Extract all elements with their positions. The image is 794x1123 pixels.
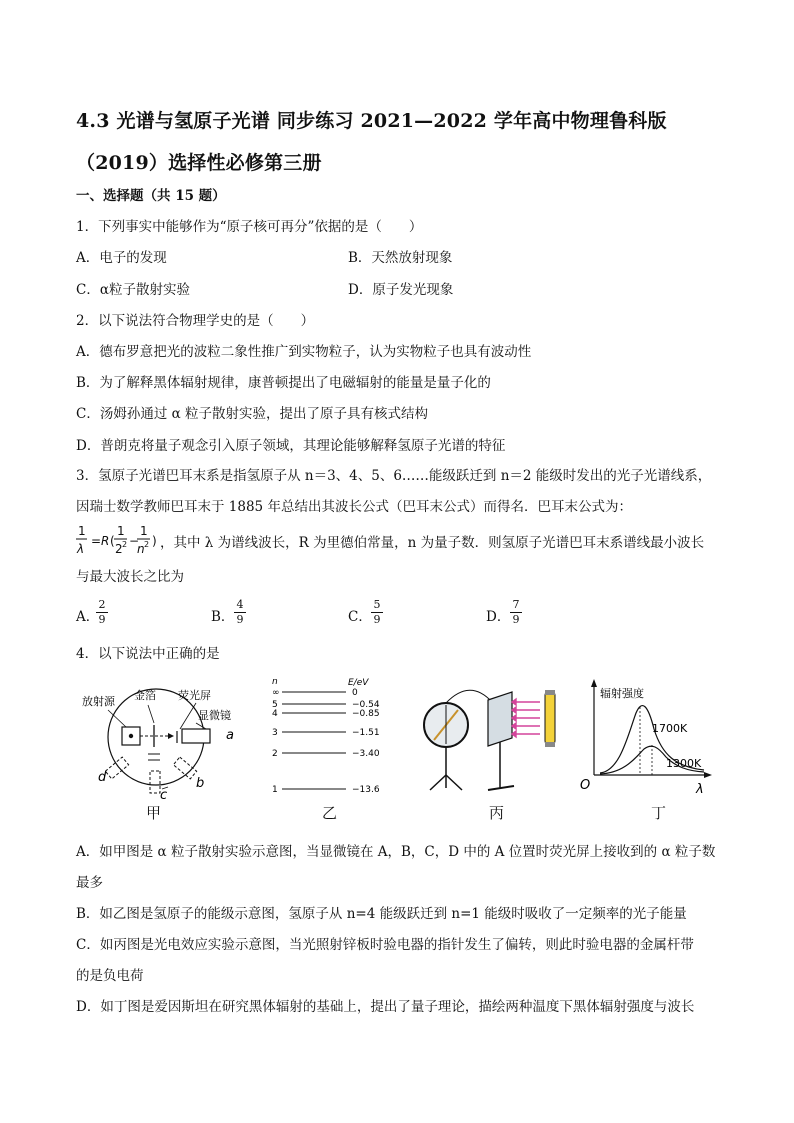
label-microscope: 显微镜 <box>198 709 231 722</box>
fraction-denominator: 9 <box>236 613 244 626</box>
balmer-formula <box>74 522 164 564</box>
energy-level-value: −0.85 <box>352 709 380 719</box>
fraction-denominator: 9 <box>98 613 106 626</box>
q3-option-b-label: B． <box>211 609 235 625</box>
svg-text:=: = <box>91 534 102 548</box>
label-c: c <box>160 788 168 803</box>
svg-text:−: − <box>129 534 140 548</box>
fraction-numerator: 2 <box>98 598 106 611</box>
energy-level-value: 0 <box>352 688 358 698</box>
q4-option-c-line1: C．如丙图是光电效应实验示意图，当光照射锌板时验电器的指针发生了偏转，则此时验电器的金属杆带 <box>76 937 694 953</box>
energy-level-value: −13.6 <box>352 785 380 795</box>
svg-text:2: 2 <box>115 542 123 556</box>
q2-option-c: C．汤姆孙通过 α 粒子散射实验，提出了原子具有核式结构 <box>76 406 429 422</box>
fraction-numerator: 5 <box>373 598 381 611</box>
energy-level-diagram <box>268 675 393 800</box>
energy-level-value: −0.54 <box>352 700 380 710</box>
blackbody-radiation-chart <box>580 675 715 800</box>
q2-option-b: B．为了解释黑体辐射规律，康普顿提出了电磁辐射的能量是量子化的 <box>76 375 491 391</box>
q4-option-d: D．如丁图是爱因斯坦在研究黑体辐射的基础上，提出了量子理论，描绘两种温度下黑体辐射强度与波长 <box>76 999 695 1015</box>
fraction-denominator: 9 <box>512 613 520 626</box>
q1-option-b: B．天然放射现象 <box>348 250 453 266</box>
energy-level-n: 2 <box>272 749 278 759</box>
balmer-formula-svg <box>74 522 164 564</box>
svg-text:1: 1 <box>140 524 148 538</box>
q4-option-a-line2: 最多 <box>76 875 103 891</box>
label-1300k: 1300K <box>666 757 702 770</box>
svg-text:): ) <box>152 534 157 548</box>
figure-bing <box>420 680 570 800</box>
energy-level-n: ∞ <box>272 688 280 698</box>
q2-option-a: A．德布罗意把光的波粒二象性推广到实物粒子，认为实物粒子也具有波动性 <box>76 344 532 360</box>
q3-option-c-fraction <box>371 599 383 626</box>
q3-option-d-fraction <box>510 599 522 626</box>
energy-level-n: 5 <box>272 700 278 710</box>
photoelectric-diagram <box>420 680 570 800</box>
svg-text:1: 1 <box>117 524 125 538</box>
caption-ding: 丁 <box>651 804 667 822</box>
q3-line1: 3．氢原子光谱巴耳末系是指氢原子从 n＝3、4、5、6……能级跃迁到 n＝2 能级时发出的光子光谱线系， <box>76 468 712 484</box>
q2-stem: 2．以下说法符合物理学史的是（ ） <box>76 313 315 329</box>
energy-level-value: −3.40 <box>352 749 380 759</box>
energy-level-n: 1 <box>272 785 278 795</box>
section-heading: 一、选择题（共 15 题） <box>76 188 226 204</box>
q3-option-a-label: A． <box>76 609 100 625</box>
label-wavelength-axis: λ <box>696 782 704 797</box>
label-a: a <box>226 728 234 743</box>
caption-jia: 甲 <box>146 804 162 822</box>
energy-level-value: −1.51 <box>352 728 380 738</box>
q2-option-d: D．普朗克将量子观念引入原子领域，其理论能够解释氢原子光谱的特征 <box>76 438 506 454</box>
svg-text:2: 2 <box>122 540 128 549</box>
q4-option-c-line2: 的是负电荷 <box>76 968 144 984</box>
label-radiation-intensity: 辐射强度 <box>600 687 644 700</box>
svg-text:n: n <box>137 542 145 556</box>
label-foil: 金箔 <box>134 689 156 702</box>
caption-yi: 乙 <box>322 804 338 822</box>
alpha-scattering-diagram <box>78 675 253 825</box>
q3-option-b-fraction <box>234 599 246 626</box>
q4-option-a-line1: A．如甲图是 α 粒子散射实验示意图，当显微镜在 A，B，C，D 中的 A 位置时荧光屏上接收到的 α 粒子数 <box>76 844 716 860</box>
q1-option-c: C．α粒子散射实验 <box>76 282 190 298</box>
label-origin: O <box>580 778 591 793</box>
label-1700k: 1700K <box>652 722 688 735</box>
label-b: b <box>196 776 205 791</box>
svg-text:R: R <box>101 534 110 548</box>
doc-title-line1: 4.3 光谱与氢原子光谱 同步练习 2021—2022 学年高中物理鲁科版 <box>76 110 667 132</box>
label-energy-axis: E/eV <box>348 678 369 688</box>
caption-bing: 丙 <box>489 804 505 822</box>
q3-line4: 与最大波长之比为 <box>76 569 184 585</box>
q1-option-d: D．原子发光现象 <box>348 282 454 298</box>
q3-line2: 因瑞士数学教师巴耳末于 1885 年总结出其波长公式（巴耳末公式）而得名．巴耳末公式为： <box>76 499 632 515</box>
q1-stem: 1．下列事实中能够作为“原子核可再分”依据的是（ ） <box>76 219 423 235</box>
figure-jia <box>78 675 253 825</box>
fraction-denominator: 9 <box>373 613 381 626</box>
label-screen: 荧光屏 <box>178 689 211 702</box>
figure-yi <box>268 675 393 800</box>
fraction-numerator: 7 <box>512 598 520 611</box>
fraction-numerator: 4 <box>236 598 244 611</box>
label-d: d <box>98 770 107 785</box>
q4-option-b: B．如乙图是氢原子的能级示意图，氢原子从 n=4 能级跃迁到 n=1 能级时吸收了一定频率的光子能量 <box>76 906 687 922</box>
svg-text:1: 1 <box>78 524 86 538</box>
energy-level-n: 3 <box>272 728 278 738</box>
q3-option-d-label: D． <box>486 609 511 625</box>
svg-text:(: ( <box>110 534 115 548</box>
q1-option-a: A．电子的发现 <box>76 250 167 266</box>
figure-ding <box>580 675 715 800</box>
energy-level-n: 4 <box>272 709 278 719</box>
q3-option-a-fraction <box>96 599 108 626</box>
svg-text:2: 2 <box>144 540 150 549</box>
q3-formula-tail: ，其中 λ 为谱线波长，R 为里德伯常量，n 为量子数．则氢原子光谱巴耳末系谱线最小波长 <box>160 535 705 551</box>
svg-text:λ: λ <box>77 542 85 556</box>
q3-option-c-label: C． <box>348 609 372 625</box>
label-source: 放射源 <box>82 695 115 708</box>
q4-stem: 4．以下说法中正确的是 <box>76 646 220 662</box>
doc-title-line2: （2019）选择性必修第三册 <box>76 152 322 174</box>
label-n-axis: n <box>272 677 278 687</box>
